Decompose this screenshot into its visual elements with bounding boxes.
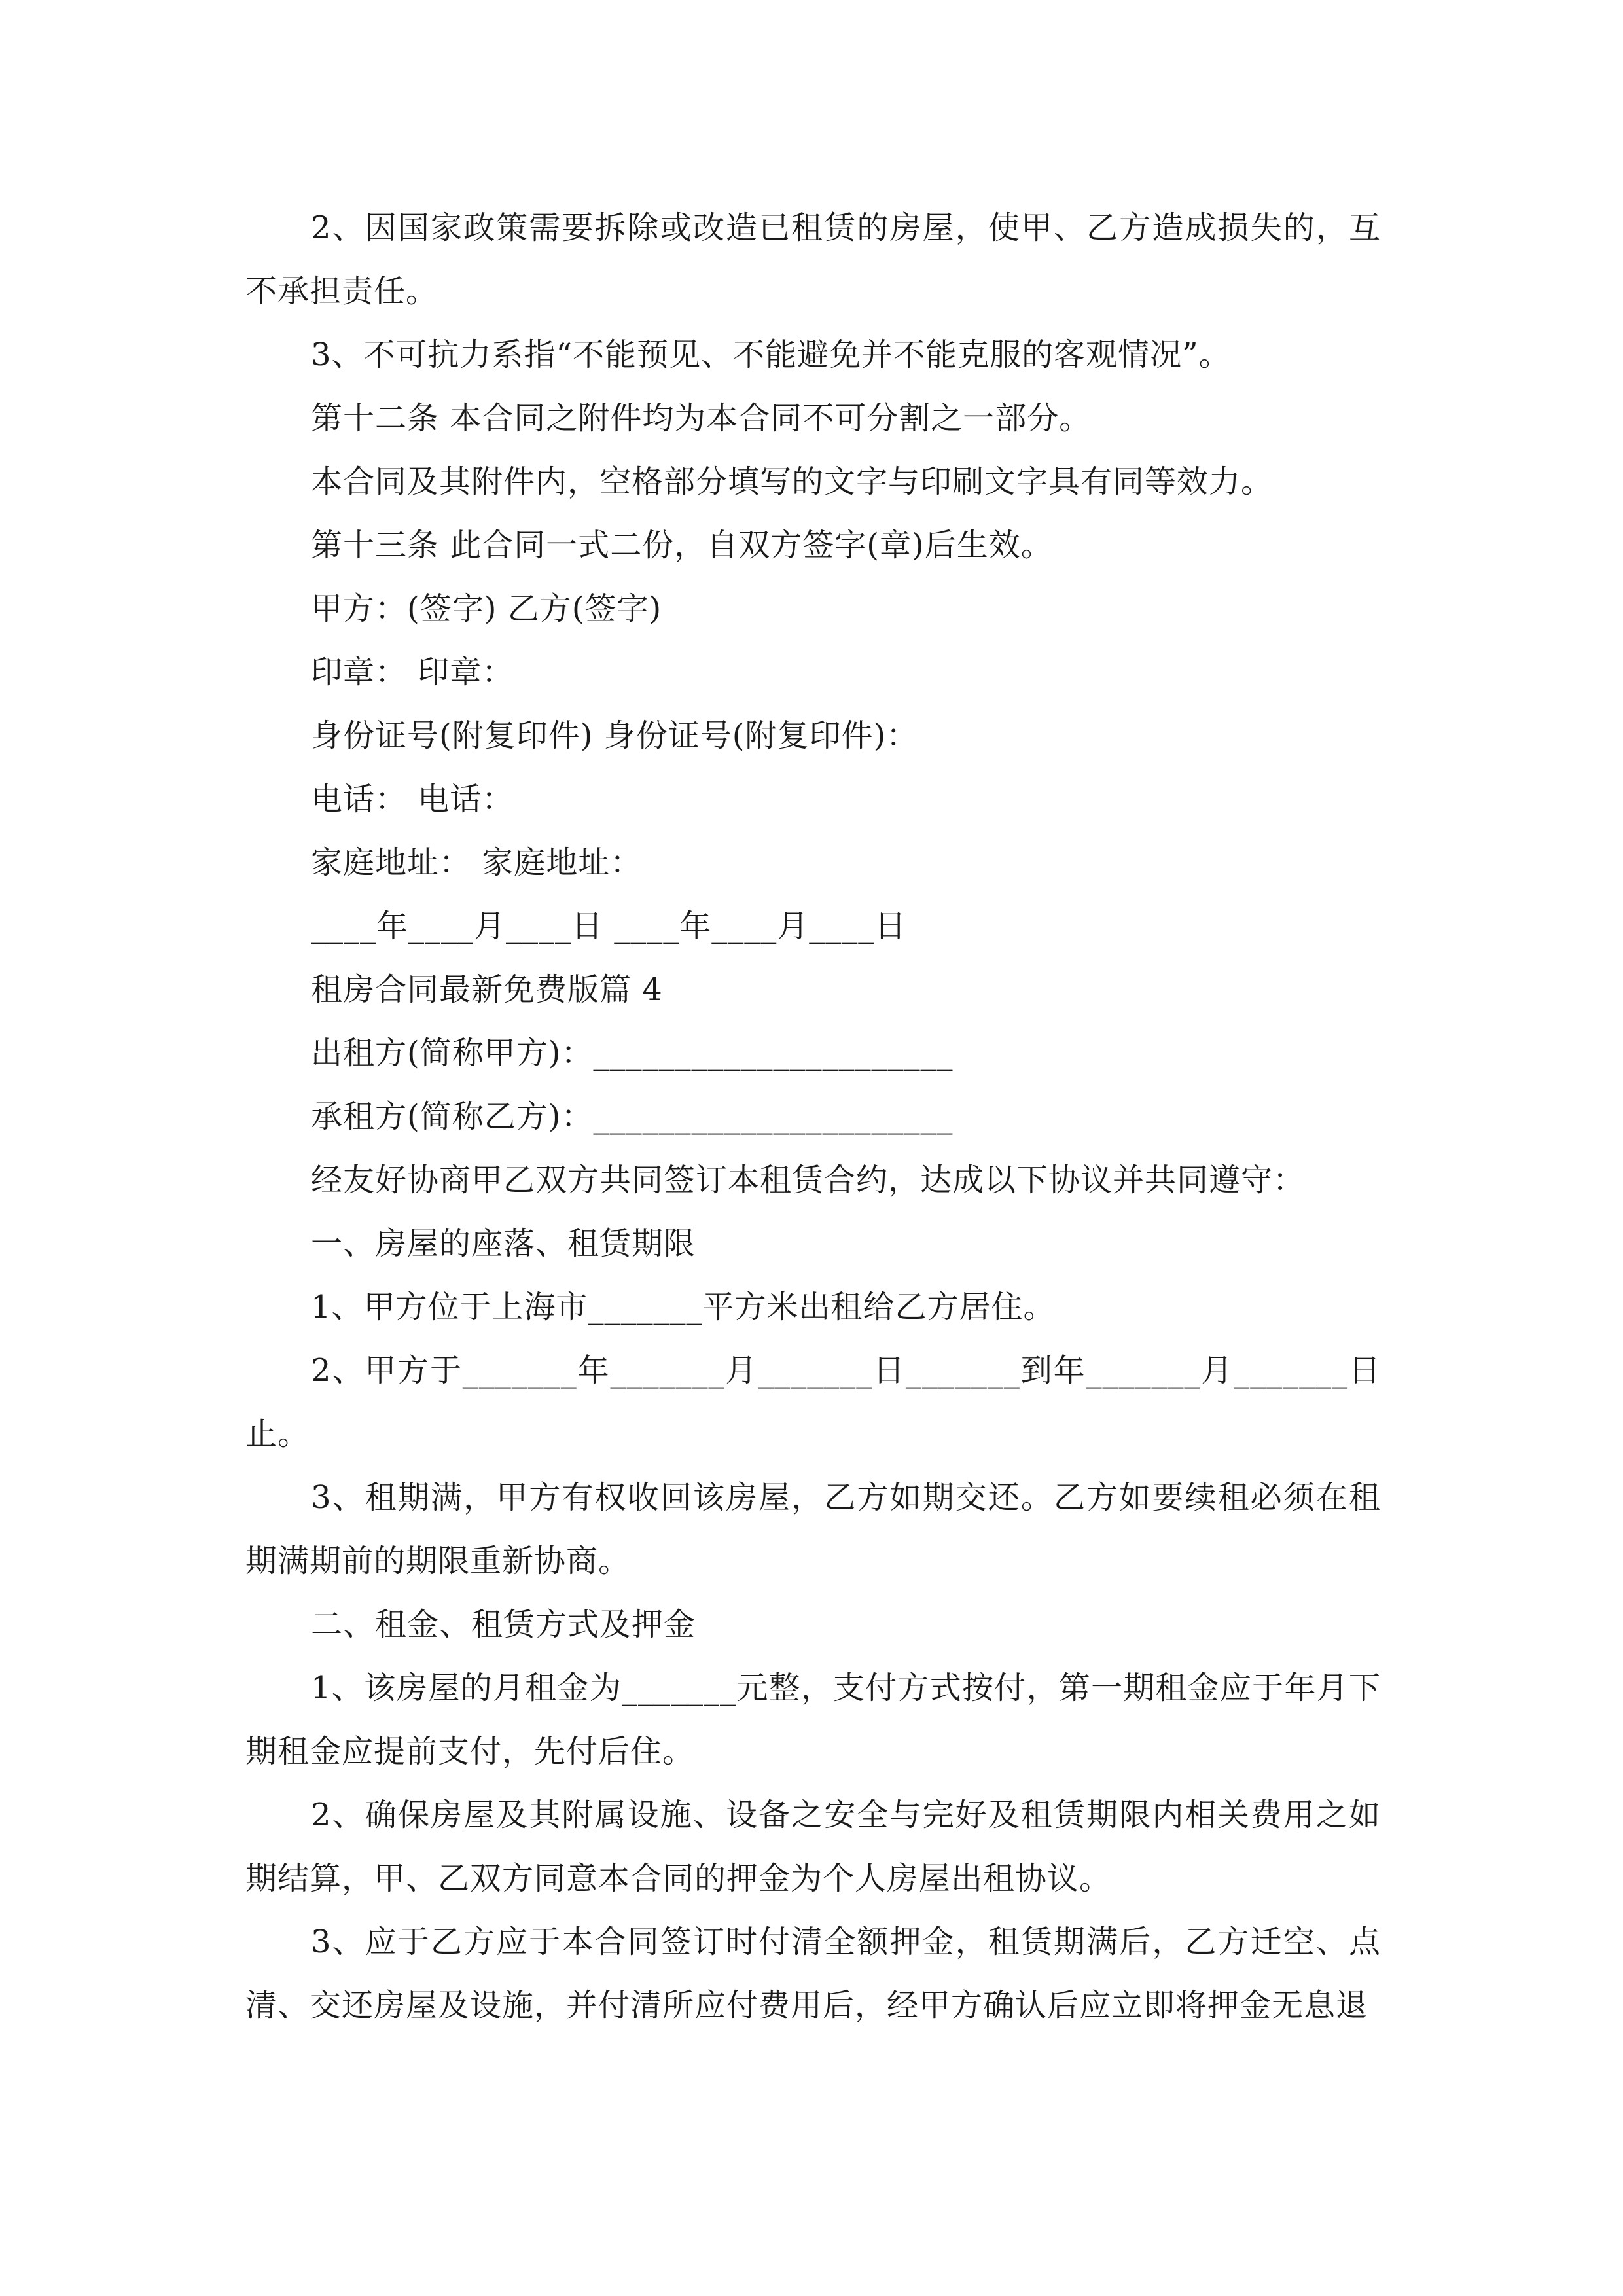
paragraph-3: 第十二条 本合同之附件均为本合同不可分割之一部分。 (311, 400, 1092, 437)
signature-line-party: 甲方：(签字) 乙方(签字) (311, 590, 662, 627)
paragraph-deposit-amount: 2、确保房屋及其附属设施、设备之安全与完好及租赁期限内相关费用之如期结算，甲、乙双方同意本合同的押金为个人房屋出租协议。 (245, 1797, 1381, 1897)
lessor-line: 出租方(简称甲方)：______________________ (311, 1035, 954, 1071)
paragraph-4: 本合同及其附件内，空格部分填写的文字与印刷文字具有同等效力。 (311, 463, 1274, 500)
paragraph-renewal: 3、租期满，甲方有权收回该房屋，乙方如期交还。乙方如要续租必须在租期满期前的期限重新协商。 (245, 1479, 1381, 1579)
signature-line-phone: 电话： 电话： (311, 781, 514, 817)
signature-line-id: 身份证号(附复印件) 身份证号(附复印件)： (311, 717, 919, 754)
section-title: 租房合同最新免费版篇 4 (311, 971, 663, 1008)
lessee-line: 承租方(简称乙方)：______________________ (311, 1098, 954, 1135)
paragraph-location: 1、甲方位于上海市_______平方米出租给乙方居住。 (311, 1289, 1056, 1325)
paragraph-rent: 1、该房屋的月租金为_______元整，支付方式按付，第一期租金应于年月下期租金应提前支付，先付后住。 (245, 1670, 1381, 1770)
heading-location-term: 一、房屋的座落、租赁期限 (311, 1225, 696, 1262)
paragraph-agreement: 经友好协商甲乙双方共同签订本租赁合约，达成以下协议并共同遵守： (311, 1162, 1306, 1198)
paragraph-5: 第十三条 此合同一式二份，自双方签字(章)后生效。 (311, 527, 1053, 564)
heading-rent-deposit: 二、租金、租赁方式及押金 (311, 1606, 696, 1643)
signature-line-date: ____年____月____日 ____年____月____日 (311, 908, 907, 944)
signature-line-address: 家庭地址： 家庭地址： (311, 844, 643, 881)
document-body (245, 196, 1381, 2037)
paragraph-term: 2、甲方于_______年_______月_______日_______到年_______月_______日止。 (245, 1352, 1381, 1452)
signature-line-seal: 印章： 印章： (311, 654, 514, 691)
paragraph-2: 3、不可抗力系指“不能预见、不能避免并不能克服的客观情况”。 (311, 336, 1231, 373)
paragraph-deposit-refund: 3、应于乙方应于本合同签订时付清全额押金，租赁期满后，乙方迁空、点清、交还房屋及设施，并付清所应付费用后，经甲方确认后应立即将押金无息退 (245, 1924, 1381, 2024)
paragraph-1: 2、因国家政策需要拆除或改造已租赁的房屋，使甲、乙方造成损失的，互不承担责任。 (245, 209, 1381, 310)
